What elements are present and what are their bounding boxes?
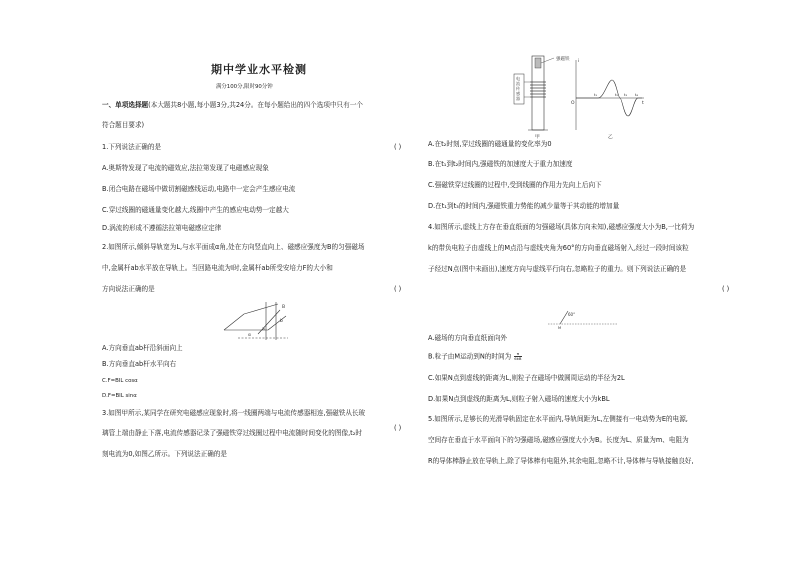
q3-magnet bbox=[535, 58, 541, 68]
q3-label-yi: 乙 bbox=[608, 135, 613, 140]
q3-line2: 璃管上端由静止下落,电流传感器记录了强磁铁穿过线圈过程中电流随时间变化的图像,t₂时 bbox=[102, 429, 362, 437]
q3-tick-t2: t₂ bbox=[615, 92, 619, 97]
page-title: 期中学业水平检测 bbox=[211, 63, 307, 76]
q4-fraction-den: 6kB bbox=[514, 356, 522, 361]
q4-angle-label: 60° bbox=[568, 312, 576, 317]
q3-axis-t: t bbox=[642, 101, 644, 106]
q4-velocity-arrow bbox=[560, 311, 568, 324]
q4-line1: 4.如图所示,虚线上方存在垂直纸面的匀强磁场(具体方向未知),磁感应强度大小为B,一比荷为 bbox=[428, 223, 695, 231]
q3-label-jia: 甲 bbox=[535, 135, 540, 140]
q5-line1: 5.如图所示,足够长的光滑导轨固定在水平面内,导轨间距为L,左侧接有一电动势为E的电源, bbox=[428, 415, 688, 423]
q1-stem: 1.下列说法正确的是 bbox=[102, 143, 162, 151]
q3-line3: 刻电流为0,如图乙所示。下列说法正确的是 bbox=[102, 450, 227, 458]
q2-line1: 2.如图所示,倾斜导轨宽为L,与水平面成α角,处在方向竖直向上、磁感应强度为B的匀强磁场 bbox=[102, 243, 365, 251]
q3-tick-t4: t₄ bbox=[635, 92, 639, 97]
q1-option-a: A.奥斯特发现了电流的磁效应,法拉第发现了电磁感应现象 bbox=[102, 164, 269, 172]
q3-sensor-char-3: 传 bbox=[516, 86, 520, 91]
q1-option-b: B.闭合电路在磁场中做切割磁感线运动,电路中一定会产生感应电流 bbox=[102, 185, 296, 193]
q3-option-a: A.在t₂时刻,穿过线圈的磁通量的变化率为0 bbox=[428, 140, 552, 148]
q4-option-b bbox=[428, 352, 522, 362]
q5-line2: 空间存在垂直于水平面向下的匀强磁场,磁感应强度大小为B。长度为L、质量为m、电阻为 bbox=[428, 436, 689, 444]
section-heading-text: (本大题共8小题,每小题3分,共24分。在每小题给出的四个选项中只有一个 bbox=[148, 101, 363, 109]
q2-label-B: B bbox=[282, 305, 286, 310]
q4-option-c: C.如果N点到虚线的距离为L,则粒子在磁场中做圆周运动的半径为2L bbox=[428, 374, 625, 382]
q3-tick-t1: t₁ bbox=[594, 92, 598, 97]
q3-sensor-char-4: 感 bbox=[516, 91, 520, 96]
q4-line2: k的带负电粒子由虚线上的M点沿与虚线夹角为60°的方向垂直磁场射入,经过一段时间该粒 bbox=[428, 244, 689, 252]
q3-coil bbox=[530, 82, 546, 97]
q4-figure bbox=[548, 306, 620, 328]
q2-rails-figure bbox=[218, 300, 298, 342]
q3-option-d: D.在t₁到t₃的时间内,强磁铁重力势能的减少量等于其动能的增加量 bbox=[428, 202, 620, 210]
q4-answer-paren: ( ) bbox=[722, 285, 730, 293]
q2-label-b: b bbox=[280, 319, 283, 324]
q3-magnet-label: 强磁铁 bbox=[556, 57, 570, 62]
q5-line3: R的导体棒静止放在导轨上,除了导体棒有电阻外,其余电阻,忽略不计,导体棒与导轨接触良好, bbox=[428, 457, 694, 465]
q2-option-b: B.方向垂直ab杆水平向右 bbox=[102, 360, 177, 368]
q3-sensor-char-1: 电 bbox=[516, 76, 520, 81]
q1-answer-paren: ( ) bbox=[394, 143, 402, 151]
q1-option-c: C.穿过线圈的磁通量变化越大,线圈中产生的感应电动势一定越大 bbox=[102, 206, 289, 214]
q2-label-a: a bbox=[262, 327, 265, 332]
q3-line1: 3.如图甲所示,某同学在研究电磁感应现象时,将一线圈两端与电流传感器相连,强磁铁从长玻 bbox=[102, 409, 366, 417]
q3-option-c: C.强磁铁穿过线圈的过程中,受到线圈的作用力先向上后向下 bbox=[428, 181, 602, 189]
q4-point-m: M bbox=[558, 326, 562, 330]
page-subtitle: 满分100分,限时90分钟 bbox=[216, 84, 273, 90]
q2-line3: 方向说法正确的是 bbox=[102, 285, 155, 293]
section-heading-bold: 一、单项选择题 bbox=[102, 101, 149, 109]
q3-answer-paren: ( ) bbox=[394, 424, 402, 432]
q2-option-a: A.方向垂直ab杆沿斜面向上 bbox=[102, 344, 183, 352]
q3-axis-i: i bbox=[578, 59, 580, 64]
q3-sensor-char-5: 器 bbox=[516, 96, 520, 101]
section-heading-line2: 符合题目要求) bbox=[102, 121, 145, 129]
q2-option-d: D.F=BIL sinα bbox=[102, 393, 137, 399]
q2-label-alpha: α bbox=[248, 333, 251, 338]
q3-sensor-char-2: 流 bbox=[516, 81, 520, 86]
q3-figure bbox=[508, 52, 648, 138]
q3-option-b: B.在t₁到t₂时间内,强磁铁的加速度大于重力加速度 bbox=[428, 160, 573, 168]
q3-tick-t3: t₃ bbox=[624, 92, 628, 97]
q4-option-d: D.如果N点到虚线的距离为L,则粒子射入磁场的速度大小为kBL bbox=[428, 395, 610, 403]
q1-option-d: D.涡流的形成不遵循法拉第电磁感应定律 bbox=[102, 224, 222, 232]
q4-fraction-num: π bbox=[514, 352, 521, 357]
q2-line2: 中,金属杆ab水平放在导轨上。当回路电流为I时,金属杆ab所受安培力F的大小和 bbox=[102, 264, 333, 272]
q4-fraction bbox=[514, 352, 521, 361]
section-heading bbox=[102, 101, 363, 110]
q2-answer-paren: ( ) bbox=[394, 285, 402, 293]
q4-option-b-text: B.粒子由M运动到N的时间为 bbox=[428, 352, 512, 361]
q4-option-a: A.磁场的方向垂直纸面向外 bbox=[428, 334, 508, 342]
q3-origin: O bbox=[571, 101, 575, 106]
q4-line3: 子经过N点(图中未画出),速度方向与虚线平行向右,忽略粒子的重力。则下列说法正确的是 bbox=[428, 265, 687, 273]
q2-option-c: C.F=BIL cosα bbox=[102, 378, 138, 384]
